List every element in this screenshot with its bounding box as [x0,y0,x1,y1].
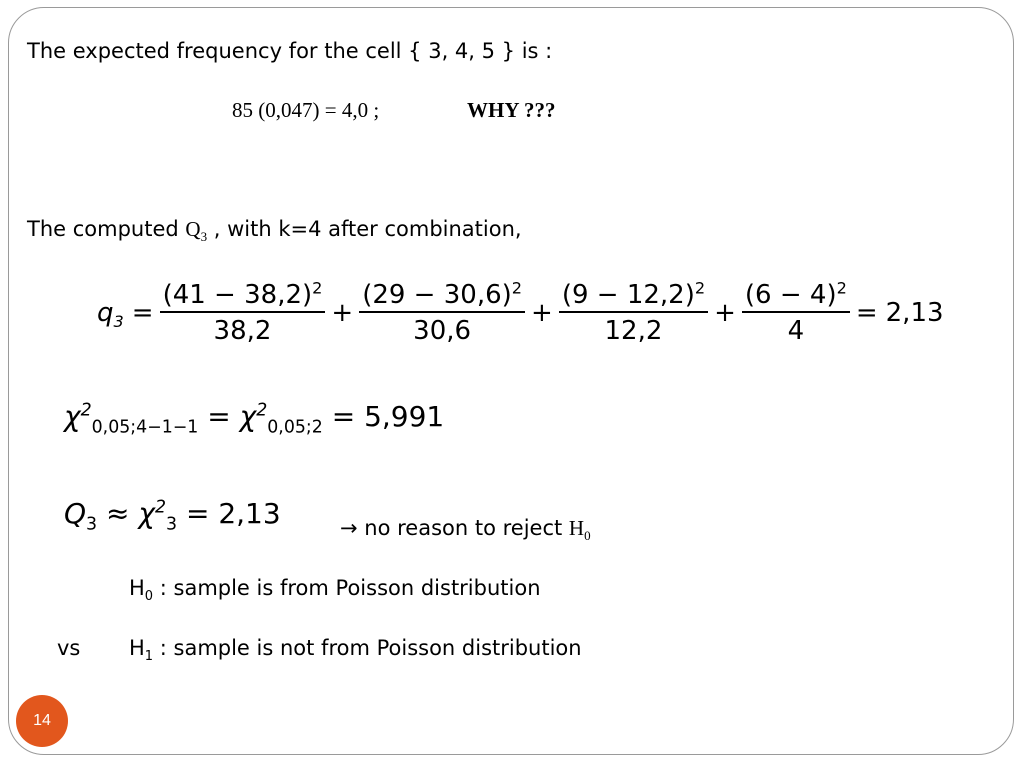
chi-symbol-2: $\chi^2_{0,05;2}$ [239,400,323,438]
h0-line [129,576,541,605]
chi3-symbol: $\chi^2_3$ [138,497,178,535]
fraction-2: $\frac{(29 - 30,6)^2}{30,6}$ [359,282,525,344]
q3-symbol: $Q_3$ [185,217,208,245]
chi-symbol-1: $\chi^2_{0,05;4-1-1}$ [64,400,199,438]
why-label [467,100,555,121]
plus-sign: + [714,298,736,328]
approx-sign: ≈ [106,497,130,530]
slide-number-badge [16,695,68,747]
chi-square-equation [64,400,445,438]
why-text: WHY ??? [467,98,556,122]
q3-equation [93,278,948,346]
computed-line [27,217,522,245]
q3-lhs: $q_3$ [97,298,124,332]
Q3-symbol: $Q_3$ [64,497,98,535]
chi-result: = 5,991 [331,400,445,433]
equals-sign: = [131,298,154,328]
computed-prefix: The computed [27,217,186,241]
calculation-text: 85 (0,047) = 4,0 ; [232,98,380,122]
fraction-4: $\frac{(6 - 4)^2}{4}$ [742,282,850,344]
conclusion-text: no reason to reject [357,516,569,540]
h1-label: $H_1$ [129,636,154,665]
h0-text: : sample is from Poisson distribution [153,576,541,600]
conclusion-line [340,516,591,544]
arrow-icon: → [340,516,358,540]
h1-line [129,636,582,665]
expected-frequency-line [27,41,552,62]
h0-symbol: $H_0$ [568,516,591,544]
plus-sign: + [531,298,553,328]
approx-equation [64,497,281,535]
q3-result: 2,13 [885,298,944,328]
fraction-1: $\frac{(41 - 38,2)^2}{38,2}$ [160,282,326,344]
slide-number: 14 [33,712,51,729]
fraction-3: $\frac{(9 - 12,2)^2}{12,2}$ [559,282,708,344]
vs-label: vs [57,636,81,660]
calculation-line [232,100,379,121]
h1-text: : sample is not from Poisson distribution [153,636,582,660]
computed-suffix: , with k=4 after combination, [207,217,522,241]
h0-label: $H_0$ [129,576,154,605]
expected-frequency-text: The expected frequency for the cell { 3, 4, 5 } is : [27,39,553,63]
equals-sign: = [855,298,878,328]
plus-sign: + [331,298,354,328]
approx-result: = 2,13 [185,497,281,530]
equals-sign: = [207,400,231,433]
